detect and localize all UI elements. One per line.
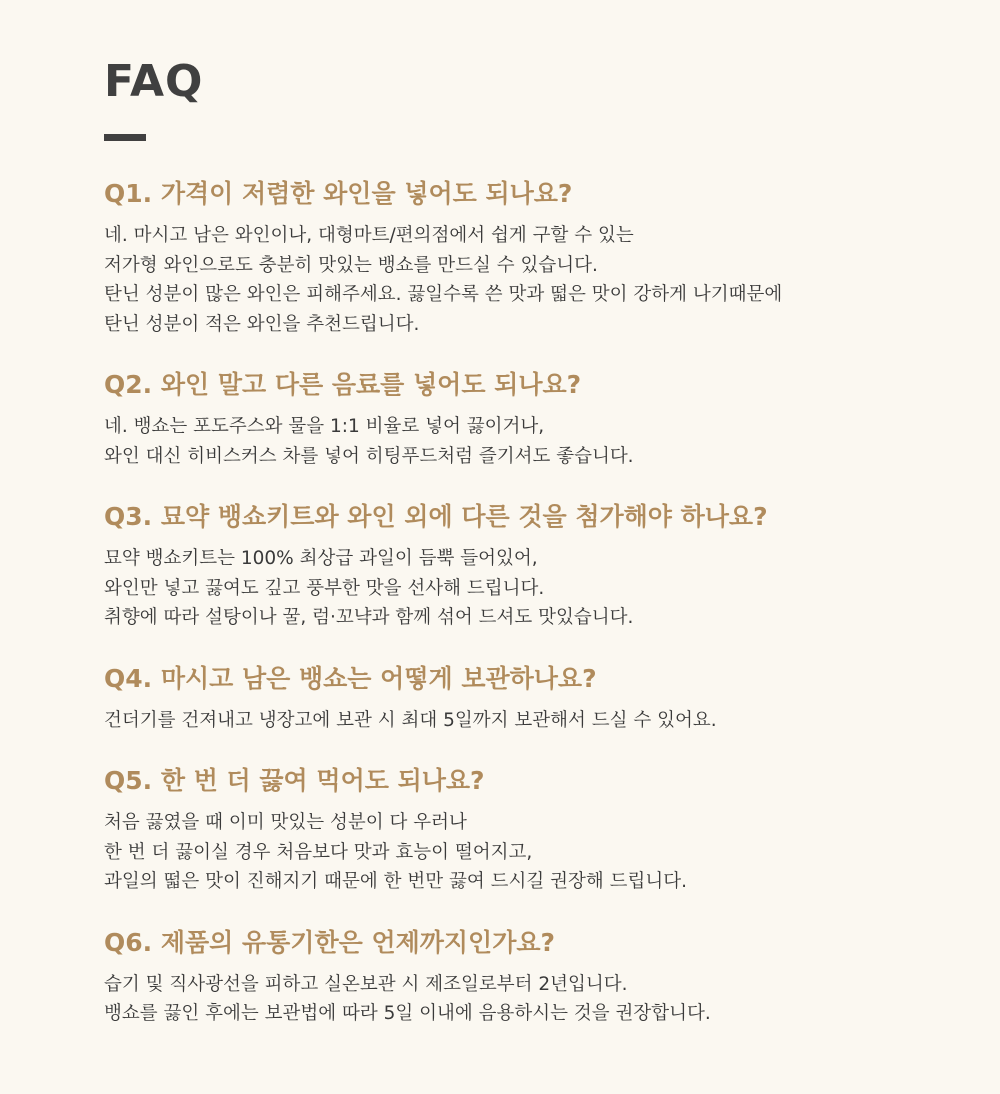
faq-answer-line: 과일의 떫은 맛이 진해지기 때문에 한 번만 끓여 드시길 권장해 드립니다. [104, 871, 687, 892]
faq-answer-line: 네. 마시고 남은 와인이나, 대형마트/편의점에서 쉽게 구할 수 있는 [104, 225, 634, 246]
faq-item-2 [104, 368, 1000, 471]
title-underline [104, 134, 146, 141]
faq-question: Q6. 제품의 유통기한은 언제까지인가요? [104, 927, 556, 957]
faq-answer-line: 저가형 와인으로도 충분히 맛있는 뱅쇼를 만드실 수 있습니다. [104, 254, 598, 276]
faq-answer-line: 탄닌 성분이 많은 와인은 피해주세요. 끓일수록 쓴 맛과 떫은 맛이 강하게 나기때문에 [104, 284, 783, 305]
faq-item-4 [104, 662, 1000, 736]
faq-question: Q1. 가격이 저렴한 와인을 넣어도 되나요? [104, 179, 573, 208]
faq-answer-line: 건더기를 건져내고 냉장고에 보관 시 최대 5일까지 보관해서 드실 수 있어요. [104, 709, 717, 731]
faq-answer-line: 처음 끓였을 때 이미 맛있는 성분이 다 우러나 [104, 812, 467, 833]
faq-item-3 [104, 500, 1000, 633]
faq-answer-line: 탄닌 성분이 적은 와인을 추천드립니다. [104, 313, 420, 335]
faq-answer-line: 뱅쇼를 끓인 후에는 보관법에 따라 5일 이내에 음용하시는 것을 권장합니다. [104, 1003, 711, 1024]
faq-question: Q2. 와인 말고 다른 음료를 넣어도 되나요? [104, 370, 582, 399]
faq-answer-line: 취향에 따라 설탕이나 꿀, 럼·꼬냑과 함께 섞어 드셔도 맛있습니다. [104, 607, 634, 628]
faq-item-1 [104, 177, 1000, 339]
faq-item-5 [104, 764, 1000, 897]
faq-answer-line: 습기 및 직사광선을 피하고 실온보관 시 제조일로부터 2년입니다. [104, 973, 628, 995]
faq-question: Q3. 묘약 뱅쇼키트와 와인 외에 다른 것을 첨가해야 하나요? [104, 502, 768, 531]
faq-answer-line: 묘약 뱅쇼키트는 100% 최상급 과일이 듬뿍 들어있어, [104, 548, 538, 569]
faq-answer-line: 네. 뱅쇼는 포도주스와 물을 1:1 비율로 넣어 끓이거나, [104, 416, 545, 437]
faq-item-6 [104, 926, 1000, 1029]
faq-question: Q5. 한 번 더 끓여 먹어도 되나요? [104, 766, 485, 795]
faq-list [104, 177, 1000, 1029]
page-title: FAQ [104, 56, 204, 107]
faq-answer-line: 와인 대신 히비스커스 차를 넣어 히팅푸드처럼 즐기셔도 좋습니다. [104, 445, 634, 467]
faq-answer-line: 와인만 넣고 끓여도 깊고 풍부한 맛을 선사해 드립니다. [104, 577, 545, 599]
faq-answer-line: 한 번 더 끓이실 경우 처음보다 맛과 효능이 떨어지고, [104, 841, 533, 863]
faq-question: Q4. 마시고 남은 뱅쇼는 어떻게 보관하나요? [104, 663, 597, 693]
